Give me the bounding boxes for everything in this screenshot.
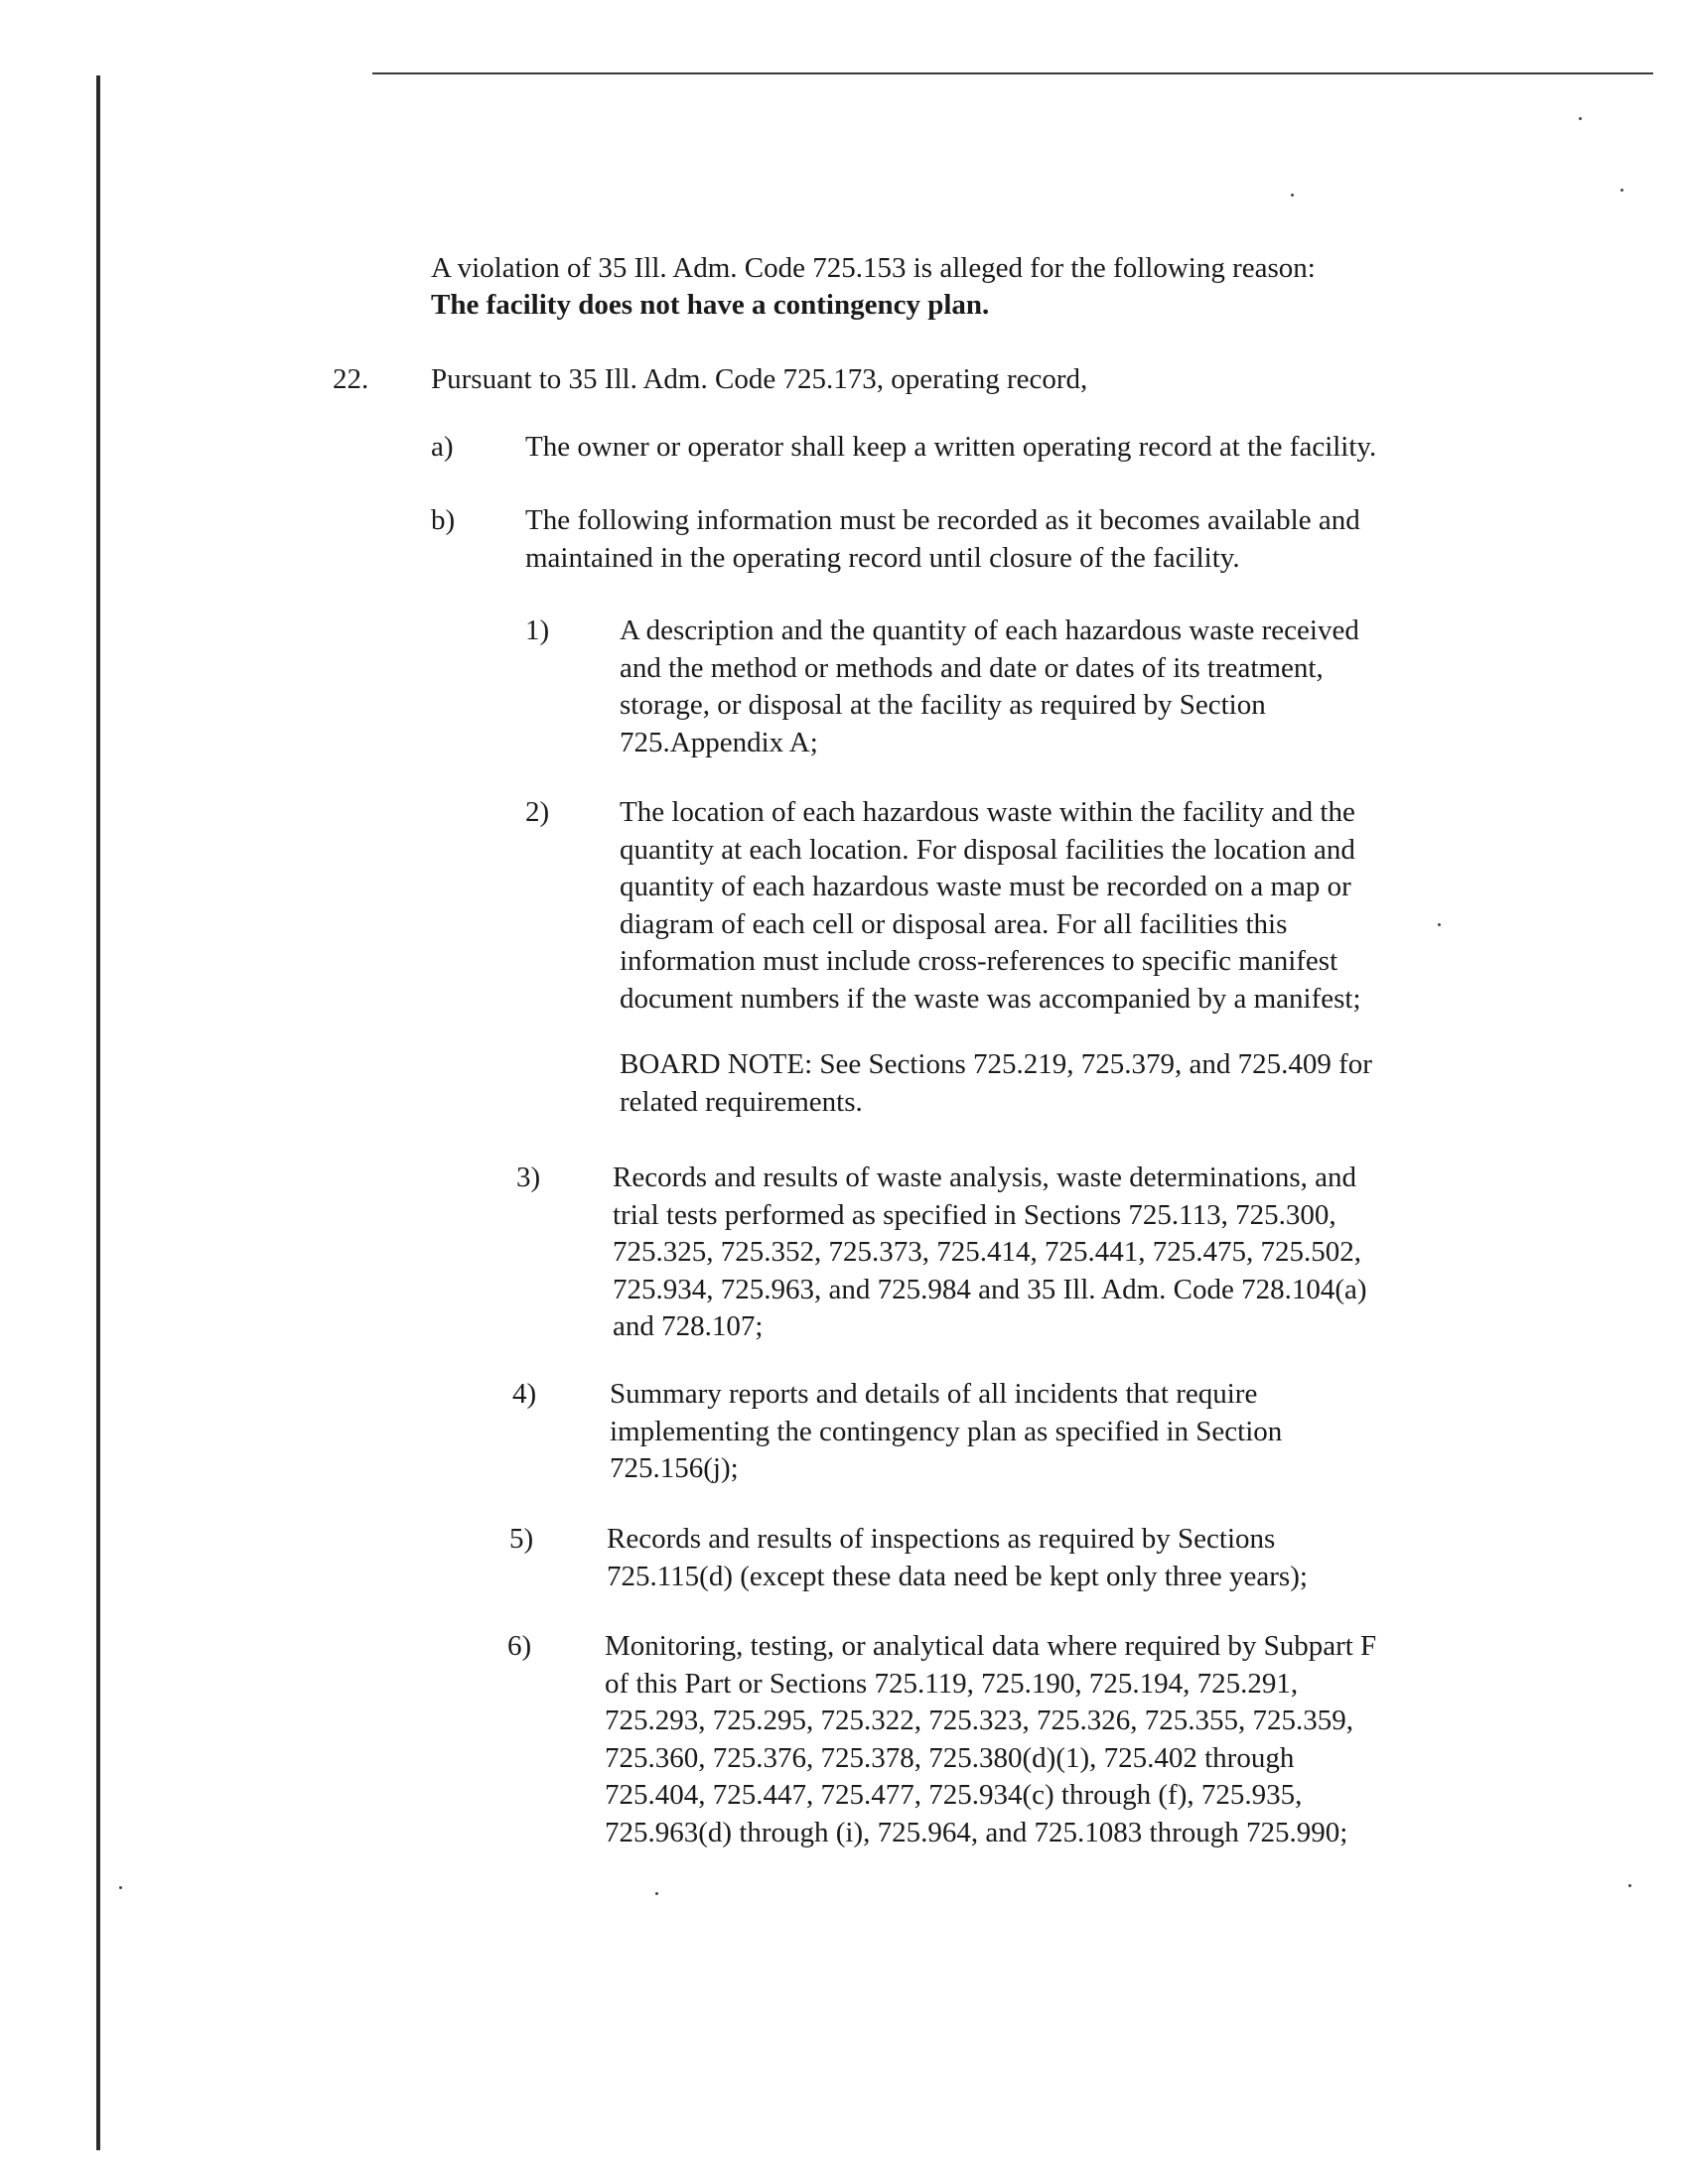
item-a-label: a) bbox=[431, 431, 454, 463]
text-line: trial tests performed as specified in Sections 725.113, 725.300, bbox=[613, 1198, 1336, 1231]
text-line: storage, or disposal at the facility as required by Section bbox=[620, 689, 1266, 721]
text-line: Records and results of inspections as required by Sections bbox=[607, 1523, 1276, 1555]
text-line: 725.115(d) (except these data need be kept only three years); bbox=[607, 1560, 1308, 1592]
scan-top-rule bbox=[372, 72, 1653, 74]
text-line: and 728.107; bbox=[613, 1310, 764, 1342]
text-line: 725.325, 725.352, 725.373, 725.414, 725.441, 725.475, 725.502, bbox=[613, 1236, 1361, 1268]
text-line: information must include cross-references to specific manifest bbox=[620, 945, 1338, 977]
text-line: Summary reports and details of all incidents that require bbox=[610, 1378, 1258, 1410]
text-line: A description and the quantity of each hazardous waste received bbox=[620, 614, 1359, 646]
subitem-3-label: 3) bbox=[516, 1161, 541, 1193]
item-a-text: The owner or operator shall keep a written operating record at the facility. bbox=[525, 431, 1377, 463]
text-line: Records and results of waste analysis, waste determinations, and bbox=[613, 1161, 1356, 1193]
subitem-2-label: 2) bbox=[525, 796, 550, 828]
text-line: quantity of each hazardous waste must be recorded on a map or bbox=[620, 871, 1351, 902]
scan-speck bbox=[1628, 1884, 1631, 1887]
text-line: related requirements. bbox=[620, 1085, 863, 1118]
text-line: diagram of each cell or disposal area. For all facilities this bbox=[620, 907, 1288, 940]
item-b-text bbox=[525, 502, 1360, 577]
text-line: 725.293, 725.295, 725.322, 725.323, 725.326, 725.355, 725.359, bbox=[605, 1705, 1353, 1736]
scan-speck bbox=[119, 1886, 122, 1889]
scan-speck bbox=[1620, 189, 1623, 192]
text-line: Monitoring, testing, or analytical data where required by Subpart F bbox=[605, 1630, 1377, 1662]
text-line: implementing the contingency plan as specified in Section bbox=[610, 1415, 1283, 1447]
text-line: The following information must be recorded as it becomes available and bbox=[525, 504, 1360, 536]
scan-speck bbox=[1438, 923, 1441, 926]
board-note bbox=[620, 1046, 1372, 1121]
text-line: 725.934, 725.963, and 725.984 and 35 Ill. Adm. Code 728.104(a) bbox=[613, 1273, 1367, 1305]
violation-reason: The facility does not have a contingency plan. bbox=[431, 289, 990, 321]
subitem-5-text bbox=[607, 1521, 1308, 1595]
text-line: 725.963(d) through (i), 725.964, and 725.1083 through 725.990; bbox=[605, 1816, 1348, 1848]
subitem-4-text bbox=[610, 1376, 1282, 1488]
text-line: BOARD NOTE: See Sections 725.219, 725.379, and 725.409 for bbox=[620, 1048, 1372, 1080]
text-line: maintained in the operating record until closure of the facility. bbox=[525, 541, 1240, 574]
text-line: The location of each hazardous waste within the facility and the bbox=[620, 796, 1355, 828]
item-b-label: b) bbox=[431, 504, 456, 536]
paragraph-intro: Pursuant to 35 Ill. Adm. Code 725.173, operating record, bbox=[431, 363, 1088, 395]
text-line: document numbers if the waste was accompanied by a manifest; bbox=[620, 982, 1361, 1015]
text-line: 725.360, 725.376, 725.378, 725.380(d)(1), 725.402 through bbox=[605, 1741, 1295, 1774]
subitem-1-label: 1) bbox=[525, 614, 550, 646]
subitem-6-text bbox=[605, 1628, 1376, 1851]
text-line: 725.156(j); bbox=[610, 1452, 739, 1484]
text-line: quantity at each location. For disposal facilities the location and bbox=[620, 833, 1355, 866]
scan-speck bbox=[655, 1892, 658, 1895]
scan-speck bbox=[1291, 194, 1294, 197]
subitem-4-label: 4) bbox=[512, 1378, 537, 1410]
subitem-1-text bbox=[620, 613, 1359, 761]
text-line: 725.404, 725.447, 725.477, 725.934(c) through (f), 725.935, bbox=[605, 1779, 1303, 1811]
text-line: 725.Appendix A; bbox=[620, 726, 818, 758]
subitem-5-label: 5) bbox=[509, 1523, 534, 1555]
scan-speck bbox=[1579, 117, 1582, 120]
subitem-3-text bbox=[613, 1160, 1367, 1346]
paragraph-number: 22. bbox=[333, 363, 369, 395]
subitem-2-text bbox=[620, 794, 1361, 1018]
subitem-6-label: 6) bbox=[507, 1630, 532, 1662]
violation-line-1: A violation of 35 Ill. Adm. Code 725.153 is alleged for the following reason: bbox=[431, 252, 1316, 284]
text-line: and the method or methods and date or dates of its treatment, bbox=[620, 651, 1324, 684]
text-line: of this Part or Sections 725.119, 725.190, 725.194, 725.291, bbox=[605, 1667, 1299, 1700]
scan-left-border bbox=[96, 75, 100, 2150]
